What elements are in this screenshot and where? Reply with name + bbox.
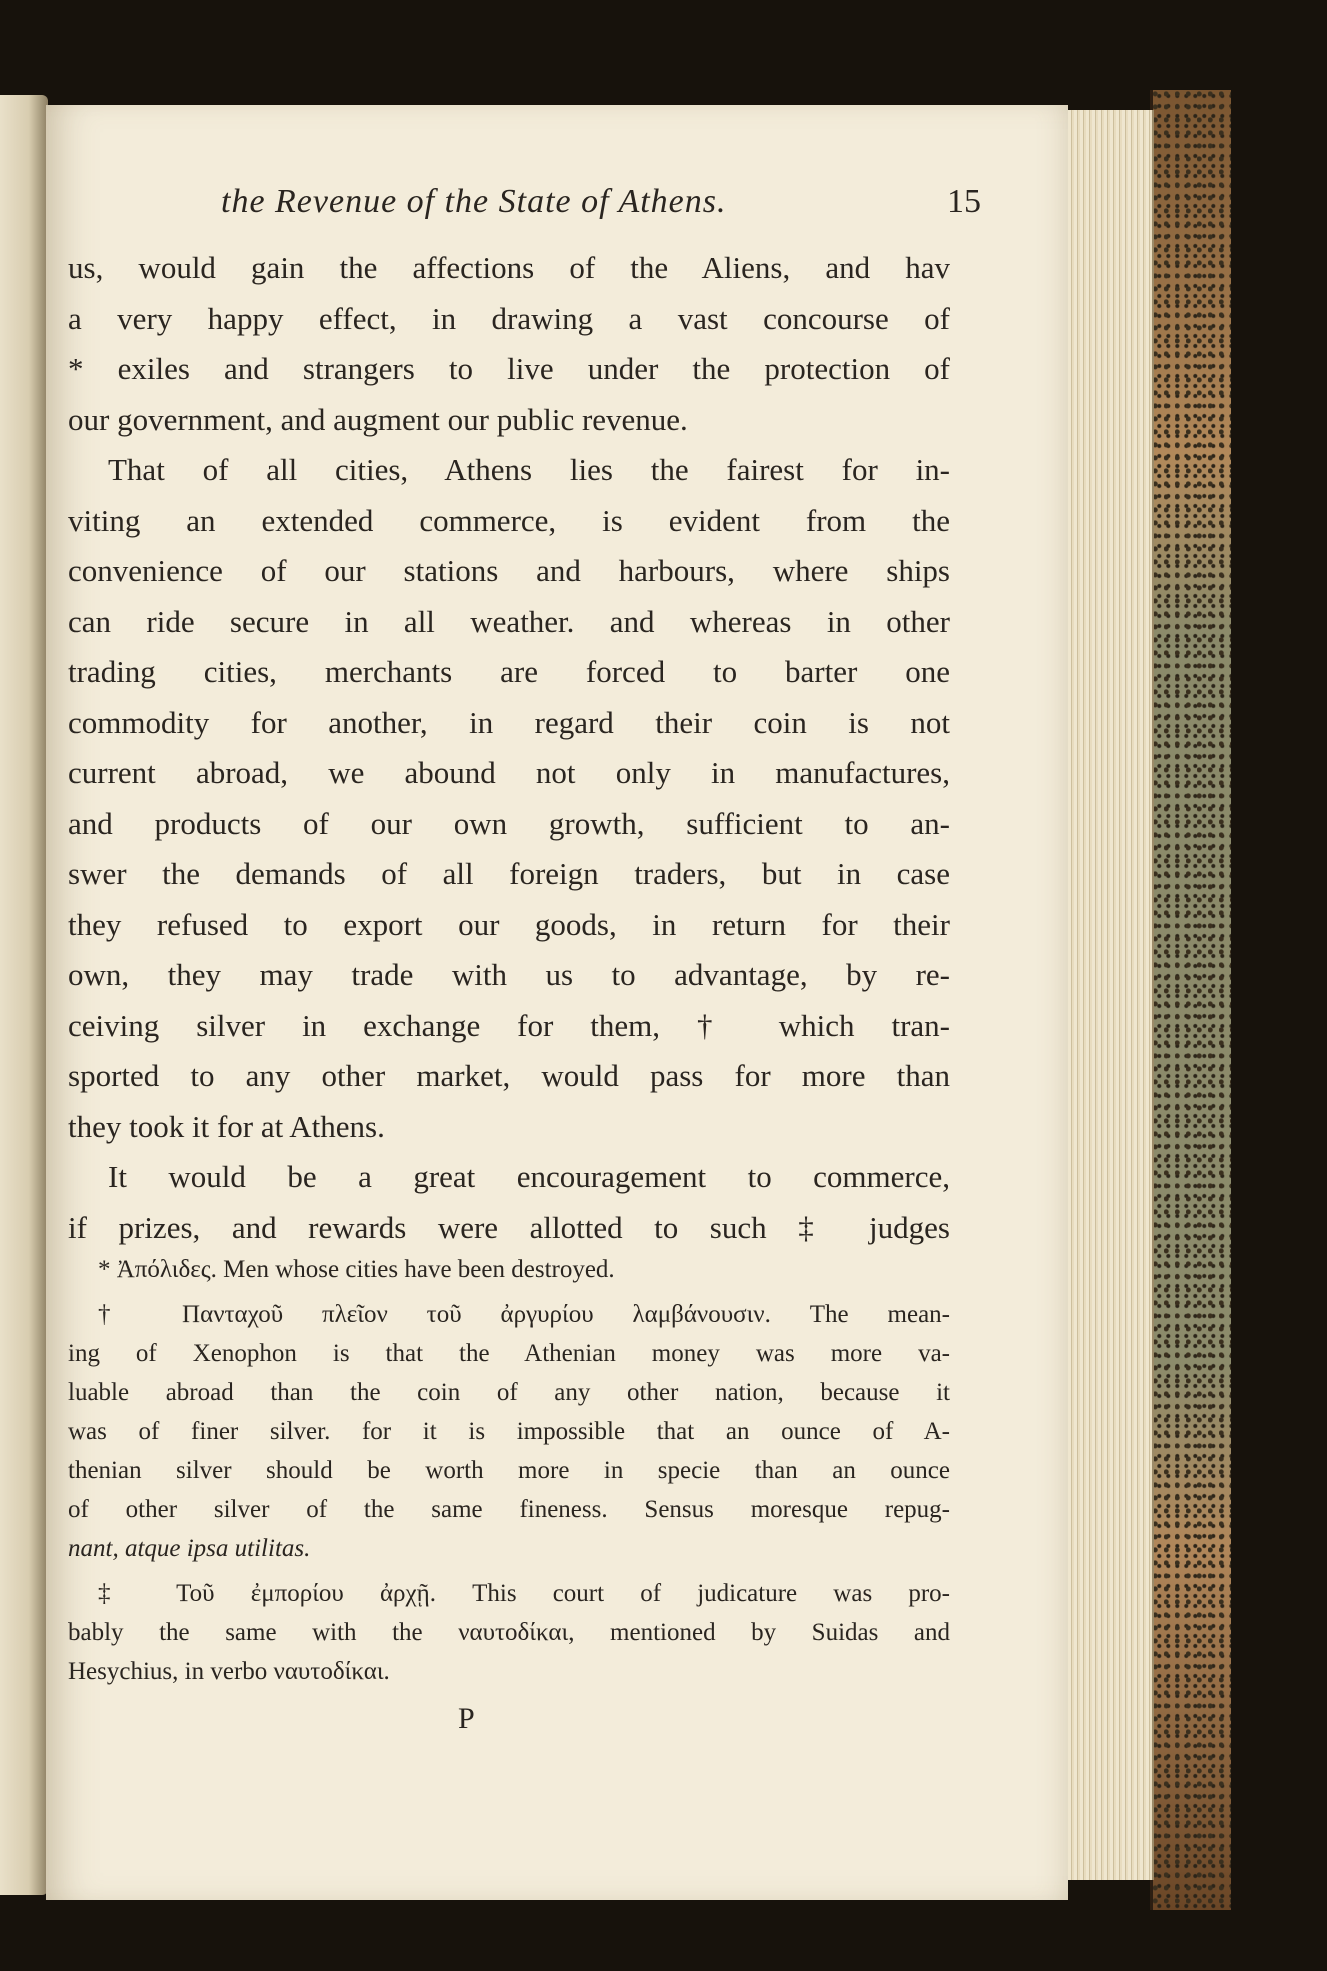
footnote-line: ‡ Τοῦ ἐμπορίου ἀρχῇ. This court of judicature was pro- (98, 1580, 950, 1607)
body-line: they refused to export our goods, in return for their (68, 906, 950, 942)
footnote-line: * Ἀπόλιδες. Men whose cities have been destroyed. (98, 1256, 615, 1283)
body-line: ceiving silver in exchange for them, † which tran- (68, 1007, 950, 1043)
body-line: commodity for another, in regard their coin is not (68, 704, 950, 740)
body-line: our government, and augment our public revenue. (68, 401, 688, 437)
footnote-line: ing of Xenophon is that the Athenian money was more va- (68, 1340, 950, 1367)
body-line: can ride secure in all weather. and whereas in other (68, 603, 950, 639)
body-line: sported to any other market, would pass for more than (68, 1058, 950, 1093)
footnote-line: of other silver of the same fineness. Sensus moresque repug- (68, 1496, 950, 1523)
body-line: swer the demands of all foreign traders, but in case (68, 856, 950, 891)
footnote-line: was of finer silver. for it is impossible that an ounce of A- (68, 1418, 950, 1445)
body-line: current abroad, we abound not only in manufactures, (68, 755, 950, 790)
facing-page-edge (0, 95, 48, 1895)
marbled-back-cover (1150, 90, 1231, 1910)
body-line: own, they may trade with us to advantage, by re- (68, 957, 950, 992)
footnotes (68, 1250, 950, 1691)
page-number: 15 (947, 183, 981, 220)
body-text (68, 243, 950, 1253)
footnote-line: Hesychius, in verbo ναυτοδίκαι. (68, 1658, 390, 1685)
body-line: That of all cities, Athens lies the fairest for in- (108, 452, 950, 487)
body-line: if prizes, and rewards were allotted to such ‡ judges (68, 1209, 950, 1245)
footnote-line: † Πανταχοῦ πλεῖον τοῦ ἀργυρίου λαμβάνουσιν. The mean- (98, 1301, 950, 1328)
footnote-line: nant, atque ipsa utilitas. (68, 1535, 311, 1562)
page-edges (1062, 110, 1154, 1880)
footnote-line: luable abroad than the coin of any other nation, because it (68, 1379, 950, 1406)
body-line: us, would gain the affections of the Aliens, and hav (68, 250, 950, 285)
signature-mark: P (458, 1702, 475, 1735)
book-page (46, 105, 1068, 1900)
running-header (221, 183, 981, 243)
body-line: It would be a great encouragement to commerce, (108, 1159, 950, 1194)
body-line: convenience of our stations and harbours, where ships (68, 553, 950, 588)
body-line: * exiles and strangers to live under the protection of (68, 351, 950, 386)
footnote-line: bably the same with the ναυτοδίκαι, mentioned by Suidas and (68, 1619, 950, 1646)
body-line: they took it for at Athens. (68, 1108, 385, 1144)
body-line: trading cities, merchants are forced to barter one (68, 654, 950, 689)
body-line: and products of our own growth, sufficient to an- (68, 805, 950, 841)
body-line: a very happy effect, in drawing a vast concourse of (68, 300, 950, 336)
footnote-line: thenian silver should be worth more in specie than an ounce (68, 1457, 950, 1484)
running-title: the Revenue of the State of Athens. (221, 183, 727, 220)
body-line: viting an extended commerce, is evident from the (68, 502, 950, 538)
